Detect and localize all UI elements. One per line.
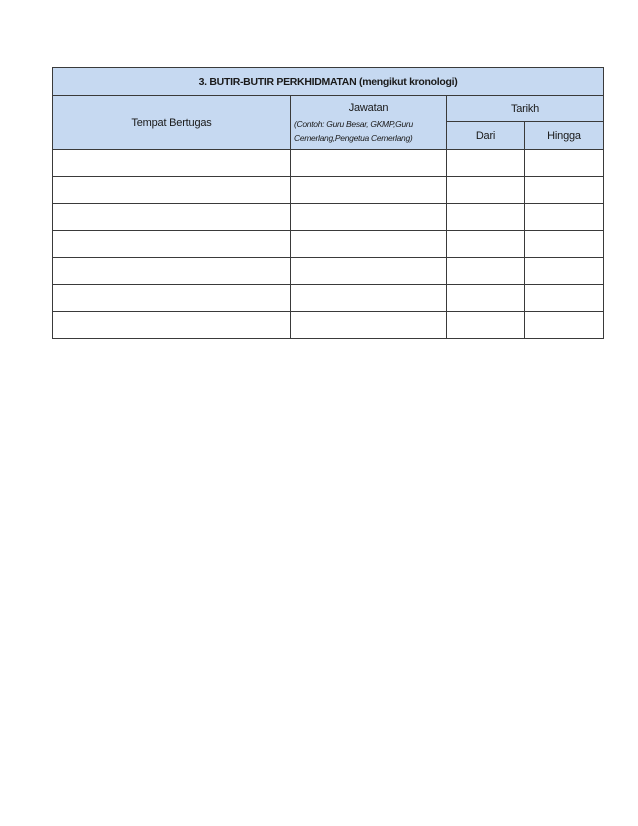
- table-row: [53, 312, 604, 339]
- cell-tempat[interactable]: [53, 285, 291, 312]
- cell-dari[interactable]: [447, 177, 525, 204]
- cell-jawatan[interactable]: [291, 285, 447, 312]
- column-header-dari: Dari: [447, 122, 525, 150]
- cell-dari[interactable]: [447, 258, 525, 285]
- table-row: [53, 177, 604, 204]
- table-row: [53, 285, 604, 312]
- cell-hingga[interactable]: [525, 204, 604, 231]
- section-title: 3. BUTIR-BUTIR PERKHIDMATAN (mengikut kronologi): [53, 68, 604, 96]
- cell-jawatan[interactable]: [291, 231, 447, 258]
- cell-hingga[interactable]: [525, 312, 604, 339]
- table-body: [53, 150, 604, 339]
- cell-tempat[interactable]: [53, 258, 291, 285]
- cell-jawatan[interactable]: [291, 312, 447, 339]
- table-row: [53, 231, 604, 258]
- cell-jawatan[interactable]: [291, 150, 447, 177]
- cell-dari[interactable]: [447, 312, 525, 339]
- cell-dari[interactable]: [447, 231, 525, 258]
- jawatan-example-hint: (Contoh: Guru Besar, GKMP,Guru Cemerlang,Pengetua Cemerlang): [294, 119, 413, 143]
- cell-dari[interactable]: [447, 285, 525, 312]
- cell-jawatan[interactable]: [291, 258, 447, 285]
- column-header-jawatan: [291, 96, 447, 150]
- cell-dari[interactable]: [447, 150, 525, 177]
- cell-tempat[interactable]: [53, 177, 291, 204]
- cell-hingga[interactable]: [525, 285, 604, 312]
- cell-jawatan[interactable]: [291, 177, 447, 204]
- table-row: [53, 150, 604, 177]
- cell-hingga[interactable]: [525, 150, 604, 177]
- service-history-table: [52, 67, 604, 339]
- cell-hingga[interactable]: [525, 231, 604, 258]
- cell-dari[interactable]: [447, 204, 525, 231]
- table-row: [53, 204, 604, 231]
- cell-jawatan[interactable]: [291, 204, 447, 231]
- column-header-tempat-bertugas: Tempat Bertugas: [53, 96, 291, 150]
- table-row: [53, 258, 604, 285]
- cell-tempat[interactable]: [53, 150, 291, 177]
- cell-tempat[interactable]: [53, 312, 291, 339]
- jawatan-label: Jawatan: [348, 102, 389, 114]
- column-header-hingga: Hingga: [525, 122, 604, 150]
- column-header-tarikh: Tarikh: [447, 96, 604, 122]
- cell-tempat[interactable]: [53, 231, 291, 258]
- cell-tempat[interactable]: [53, 204, 291, 231]
- cell-hingga[interactable]: [525, 258, 604, 285]
- cell-hingga[interactable]: [525, 177, 604, 204]
